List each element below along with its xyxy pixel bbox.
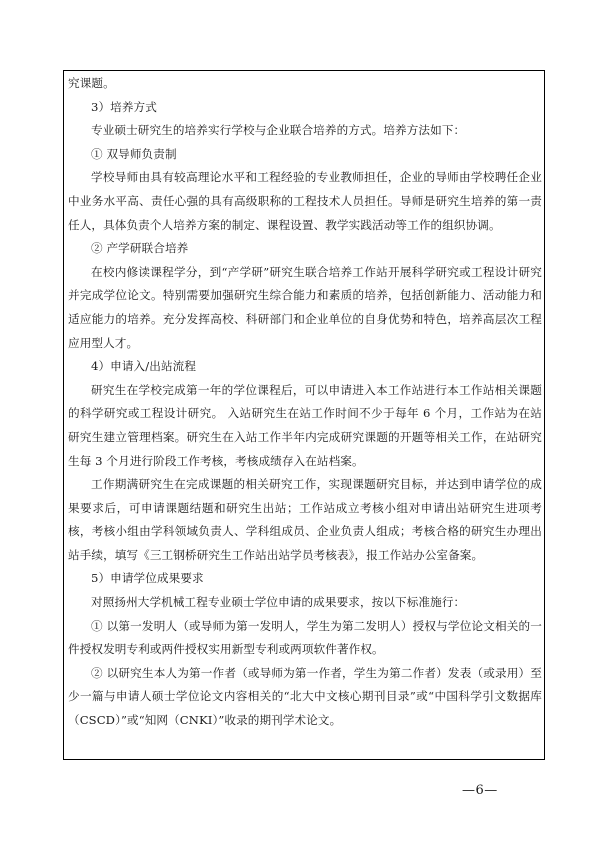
document-body	[68, 72, 542, 733]
paragraph: 工作期满研究生在完成课题的相关研究工作，实现课题研究目标，并达到申请学位的成果要求后，可申请课题结题和研究生出站；工作站成立考核小组对申请出站研究生进项考核，考核小组由学科领域负责人、学科组成员、企业负责人组成；考核合格的研究生办理出站手续，填写《三工钢桥研究生工作站出站学员考核表》，报工作站办公室备案。	[68, 477, 542, 562]
paragraph: ① 以第一发明人（或导师为第一发明人，学生为第二发明人）授权与学位论文相关的一件授权发明专利或两件授权实用新型专利或两项软件著作权。	[68, 618, 542, 657]
section-heading: 4）申请入/出站流程	[91, 359, 197, 374]
section-heading: 5）申请学位成果要求	[91, 571, 204, 586]
paragraph: 究课题。	[68, 76, 115, 90]
page-number: —6—	[462, 783, 498, 798]
subsection-heading: ① 双导师负责制	[91, 146, 177, 161]
paragraph: 研究生在学校完成第一年的学位课程后，可以申请进入本工作站进行本工作站相关课题的科学研究或工程设计研究。 入站研究生在站工作时间不少于每年 6 个月，工作站为在站研究生建立管理档案。研究生在入站工作半年内完成研究课题的开题等相关工作，在站研究生每 3 个月进行阶段工作考核，考核成绩存入在站档案。	[68, 382, 542, 468]
paragraph: 在校内修读课程学分，到“产学研”研究生联合培养工作站开展科学研究或工程设计研究并完成学位论文。特别需要加强研究生综合能力和素质的培养，包括创新能力、活动能力和适应能力的培养。充分发挥高校、科研部门和企业单位的自身优势和特色，培养高层次工程应用型人才。	[68, 264, 542, 350]
paragraph: 对照扬州大学机械工程专业硕士学位申请的成果要求，按以下标准施行：	[91, 595, 466, 610]
subsection-heading: ② 产学研联合培养	[91, 241, 189, 256]
section-heading: 3）培养方式	[91, 99, 157, 114]
paragraph: 专业硕士研究生的培养实行学校与企业联合培养的方式。培养方法如下：	[91, 123, 466, 138]
paragraph: ② 以研究生本人为第一作者（或导师为第一作者，学生为第二作者）发表（或录用）至少一篇与申请人硕士学位论文内容相关的“北大中文核心期刊目录”或“中国科学引文数据库（CSCD）”或“知网（CNKI）”收录的期刊学术论文。	[68, 665, 542, 728]
paragraph: 学校导师由具有较高理论水平和工程经验的专业教师担任，企业的导师由学校聘任企业中业务水平高、责任心强的具有高级职称的工程技术人员担任。导师是研究生培养的第一责任人，具体负责个人培养方案的制定、课程设置、教学实践活动等工作的组织协调。	[68, 170, 542, 232]
